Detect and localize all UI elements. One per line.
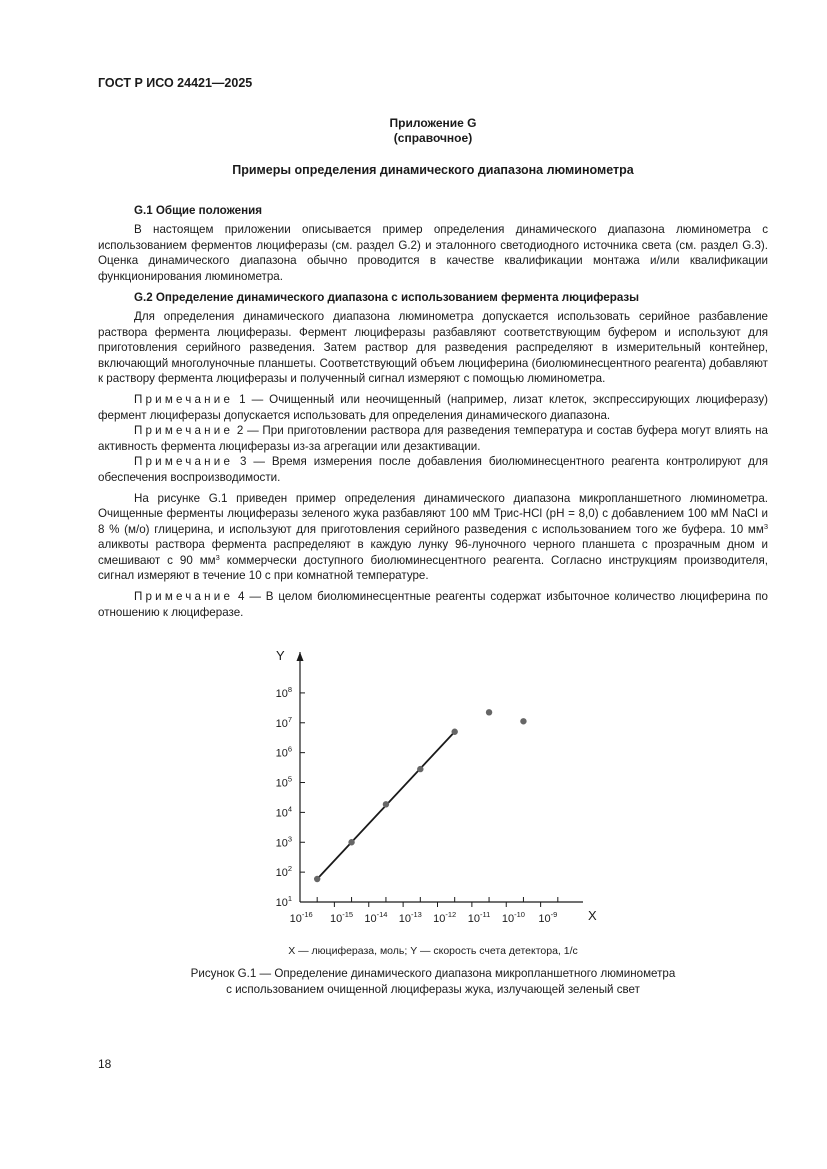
data-point: [486, 709, 492, 715]
note-3-text: 3 — Время измерения после добавления биолюминесцентного реагента контролируют для обеспечения воспроизводимости.: [98, 455, 768, 484]
y-tick-label: $10^2$: [275, 864, 292, 880]
chart-svg: [250, 640, 610, 930]
x-axis-label: X: [588, 908, 597, 923]
section-g1-heading: G.1 Общие положения: [134, 204, 263, 217]
data-point: [383, 801, 389, 807]
x-tick-label: $10^{-11}$: [467, 910, 491, 925]
dynamic-range-chart: [250, 640, 610, 930]
appendix-type: (справочное): [393, 131, 473, 145]
figure-caption-line-2: с использованием очищенной люциферазы жука, излучающей зеленый свет: [226, 982, 640, 996]
note-1-text: 1 — Очищенный или неочищенный (например, лизат клеток, экспрессирующих люциферазу) фермент люциферазы допускается использовать для определения динамического диапазона.: [98, 393, 768, 422]
figure-caption: [98, 966, 768, 997]
y-tick-label: $10^4$: [275, 804, 292, 820]
y-tick-label: $10^7$: [275, 714, 292, 730]
body-text: [98, 203, 768, 620]
data-point: [314, 876, 320, 882]
note-label: Примечание: [134, 424, 234, 438]
note-2-text: 2 — При приготовлении раствора для разведения температура и состав буфера могут влиять на активность фермента люциферазы из-за агрегации или дезактивации.: [98, 424, 768, 453]
data-point: [417, 766, 423, 772]
data-point: [520, 718, 526, 724]
y-axis-label: Y: [276, 648, 285, 663]
section-g2-heading: G.2 Определение динамического диапазона с использованием фермента люциферазы: [134, 291, 640, 305]
y-tick-label: $10^1$: [275, 894, 292, 909]
figure-legend: X — люцифераза, моль; Y — скорость счета детектора, 1/с: [288, 945, 578, 957]
page-number: 18: [98, 1057, 112, 1071]
x-tick-label: $10^{-13}$: [398, 910, 422, 925]
x-tick-label: $10^{-12}$: [433, 910, 457, 925]
x-tick-label: $10^{-9}$: [538, 910, 558, 925]
y-axis-arrow: [297, 652, 304, 661]
data-point: [451, 729, 457, 735]
appendix-label: Приложение G: [389, 116, 477, 130]
note-label: Примечание: [134, 590, 234, 604]
example-paragraph: На рисунке G.1 приведен пример определения динамического диапазона микропланшетного люминометра. Очищенные ферменты люциферазы зеленого жука разбавляют 100 мМ Трис-HCl (pH = 8,0) с добавлением 100 мМ NaCl и 8 % (м/о) глицерина, и используют для приготовления серийного разведения с использованием того же буфера. 10 $мм^3$ аликвоты раствора фермента распределяют в каждую лунку 96-луночного черного планшета с прозрачным дном и смешивают с 90 $мм^3$ коммерчески доступного биолюминесцентного реагента. Согласно инструкциям производителя, сигнал измеряют в течение 10 с при комнатной температуре.: [98, 491, 768, 582]
figure-caption-line-1: Рисунок G.1 — Определение динамического диапазона микропланшетного люминометра: [190, 967, 676, 980]
note-label: Примечание: [134, 393, 234, 407]
y-tick-label: $10^3$: [275, 834, 292, 850]
note-4-text: 4 — В целом биолюминесцентные реагенты содержат избыточное количество люциферина по отношению к люциферазе.: [98, 590, 768, 619]
x-tick-label: $10^{-16}$: [289, 910, 313, 925]
document-code: ГОСТ Р ИСО 24421—2025: [98, 76, 253, 90]
x-tick-label: $10^{-14}$: [364, 910, 388, 925]
y-tick-label: $10^8$: [275, 684, 292, 700]
note-3: [98, 454, 768, 485]
y-tick-label: $10^5$: [275, 774, 292, 790]
data-point: [348, 839, 354, 845]
section-g1-paragraph: В настоящем приложении описывается пример определения динамического диапазона люминометра с использованием ферментов люциферазы (см. раздел G.2) и эталонного светодиодного источника света (см. раздел G.3). Оценка динамического диапазона обычно проводится в качестве квалификации монтажа и/или квалификации функционирования люминометра.: [98, 223, 768, 283]
page-title: Примеры определения динамического диапазона люминометра: [232, 163, 634, 177]
note-label: Примечание: [134, 455, 234, 469]
x-tick-label: $10^{-15}$: [330, 910, 354, 925]
x-tick-label: $10^{-10}$: [501, 910, 525, 925]
y-tick-label: $10^6$: [275, 744, 292, 760]
appendix-title: [98, 116, 768, 146]
note-1: [98, 392, 768, 423]
section-g2-paragraph: Для определения динамического диапазона люминометра допускается использовать серийное разбавление раствора фермента люциферазы. Фермент люциферазы разбавляют соответствующим буфером и используют для приготовления серийного разведения. Затем раствор для разведения распределяют в измерительный контейнер, включающий многолуночные планшеты. Соответствующий объем люциферина (биолюминесцентного реагента) добавляют к раствору фермента люциферазы и полученный сигнал измеряют с помощью люминометра.: [98, 310, 768, 386]
note-4: [98, 589, 768, 620]
note-2: [98, 423, 768, 454]
